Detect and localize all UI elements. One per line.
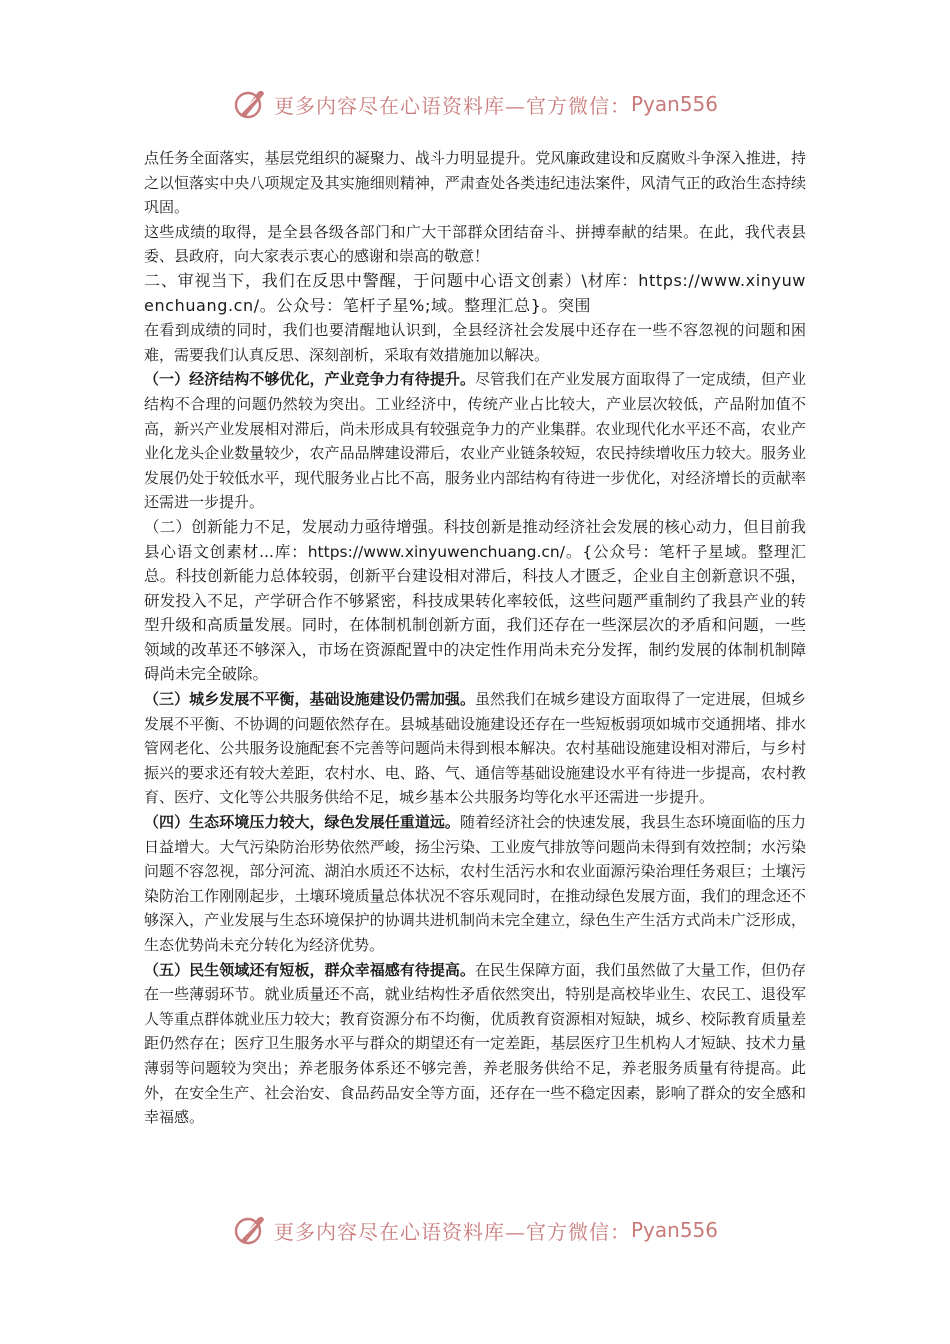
banner-text: 更多内容尽在心语资料库—官方微信： [273, 93, 631, 118]
header-banner [0, 82, 950, 126]
subsection-5 [144, 958, 806, 1130]
banner-wechat-id: Pyan556 [630, 1218, 718, 1242]
subsection-1-title: （一）经济结构不够优化，产业竞争力有待提升。 [144, 370, 476, 389]
subsection-2-body: 科技创新是推动经济社会发展的核心动力，但目前我县心语文创素材...库：https://www.xinyuwenchuang.cn/。{公众号：笔杆子星域。整理汇总。科技创新能力总体较弱，创新平台建设相对滞后，科技人才匮乏，企业自主创新意识不强，研发投入不足，产学研合作不够紧密，科技成果转化率较低，这些问题严重制约了我县产业的转型升级和高质量发展。同时，在体制机制创新方面，我们还存在一些深层次的矛盾和问题，一些领域的改革还不够深入，市场在资源配置中的决定性作用尚未充分发挥，制约发展的体制机制障碍尚未完全破除。 [144, 517, 806, 684]
paragraph-intro: 点任务全面落实，基层党组织的凝聚力、战斗力明显提升。党风廉政建设和反腐败斗争深入推进，持之以恒落实中央八项规定及其实施细则精神，严肃查处各类违纪违法案件，风清气正的政治生态持续巩固。 [144, 149, 806, 217]
subsection-3-body: 虽然我们在城乡建设方面取得了一定进展，但城乡发展不平衡、不协调的问题依然存在。县城基础设施建设还存在一些短板弱项如城市交通拥堵、排水管网老化、公共服务设施配套不完善等问题尚未得到根本解决。农村基础设施建设相对滞后，与乡村振兴的要求还有较大差距，农村水、电、路、气、通信等基础设施建设水平有待进一步提高，农村教育、医疗、文化等公共服务供给不足，城乡基本公共服务均等化水平还需进一步提升。 [144, 690, 806, 807]
subsection-2 [144, 515, 806, 687]
subsection-5-body: 在民生保障方面，我们虽然做了大量工作，但仍存在一些薄弱环节。就业质量还不高，就业结构性矛盾依然突出，特别是高校毕业生、农民工、退役军人等重点群体就业压力较大；教育资源分布不均衡，优质教育资源相对短缺，城乡、校际教育质量差距仍然存在；医疗卫生服务水平与群众的期望还有一定差距，基层医疗卫生机构人才短缺、技术力量薄弱等问题较为突出；养老服务体系还不够完善，养老服务供给不足，养老服务质量有待提高。此外，在安全生产、社会治安、食品药品安全等方面，还存在一些不稳定因素，影响了群众的安全感和幸福感。 [144, 960, 806, 1127]
subsection-5-title: （五）民生领域还有短板，群众幸福感有待提高。 [144, 960, 476, 979]
quill-logo-icon [232, 86, 268, 122]
section-heading-2: 二、审视当下，我们在反思中警醒，于问题中心语文创素）\材库：https://www.xinyuwenchuang.cn/。公众号：笔杆子星%;域。整理汇总}。突围 [144, 270, 806, 315]
banner-text: 更多内容尽在心语资料库—官方微信： [273, 1219, 631, 1244]
paragraph-problems-intro: 在看到成绩的同时，我们也要清醒地认识到，全县经济社会发展中还存在一些不容忽视的问题和困难，需要我们认真反思、深刻剖析，采取有效措施加以解决。 [144, 321, 806, 364]
banner-wechat-id: Pyan556 [630, 92, 718, 116]
subsection-2-title: （二）创新能力不足，发展动力亟待增强。 [144, 517, 444, 536]
subsection-1-body: 尽管我们在产业发展方面取得了一定成绩，但产业结构不合理的问题仍然较为突出。工业经济中，传统产业占比较大，产业层次较低，产品附加值不高，新兴产业发展相对滞后，尚未形成具有较强竞争力的产业集群。农业现代化水平还不高，农业产业化龙头企业数量较少，农产品品牌建设滞后，农业产业链条较短，农民持续增收压力较大。服务业发展仍处于较低水平，现代服务业占比不高，服务业内部结构有待进一步优化，对经济增长的贡献率还需进一步提升。 [144, 370, 806, 512]
footer-banner [0, 1208, 950, 1252]
subsection-4 [144, 810, 806, 958]
subsection-3 [144, 687, 806, 810]
document-body [144, 146, 806, 1130]
subsection-1 [144, 367, 806, 515]
quill-logo-icon [232, 1212, 268, 1248]
subsection-3-title: （三）城乡发展不平衡，基础设施建设仍需加强。 [144, 690, 476, 709]
subsection-4-title: （四）生态环境压力较大，绿色发展任重道远。 [144, 813, 460, 832]
paragraph-thanks: 这些成绩的取得，是全县各级各部门和广大干部群众团结奋斗、拼搏奉献的结果。在此，我代表县委、县政府，向大家表示衷心的感谢和崇高的敬意！ [144, 222, 806, 266]
subsection-4-body: 随着经济社会的快速发展，我县生态环境面临的压力日益增大。大气污染防治形势依然严峻，扬尘污染、工业废气排放等问题尚未得到有效控制；水污染问题不容忽视，部分河流、湖泊水质还不达标，农村生活污水和农业面源污染治理任务艰巨；土壤污染防治工作刚刚起步，土壤环境质量总体状况不容乐观同时，在推动绿色发展方面，我们的理念还不够深入，产业发展与生态环境保护的协调共进机制尚未完全建立，绿色生产生活方式尚未广泛形成，生态优势尚未充分转化为经济优势。 [144, 813, 806, 954]
